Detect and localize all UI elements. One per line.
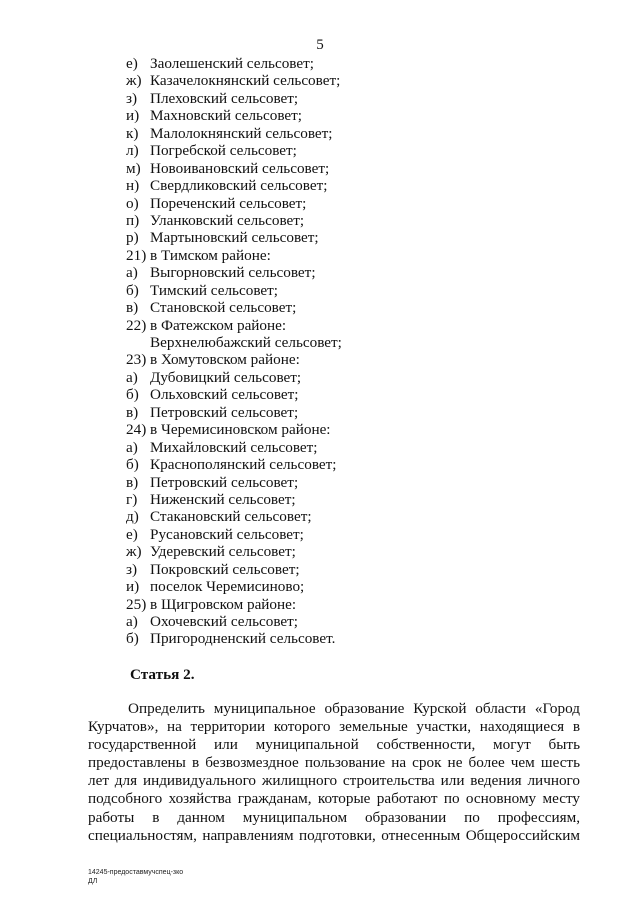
list-item bbox=[126, 212, 606, 229]
list-item-text: Михайловский сельсовет; bbox=[150, 438, 318, 456]
list-item-letter: ж) bbox=[126, 72, 142, 90]
district-number: 25) bbox=[126, 595, 147, 613]
list-item-letter: н) bbox=[126, 177, 140, 195]
list-item-letter: к) bbox=[126, 124, 139, 142]
list-item bbox=[126, 613, 606, 630]
list-item-text: Свердликовский сельсовет; bbox=[150, 177, 328, 195]
list-item-letter: а) bbox=[126, 613, 138, 630]
list-item-letter: г) bbox=[126, 490, 138, 508]
paragraph-line: специальностям, направлениям подготовки, отнесенным Общероссийским bbox=[88, 826, 580, 844]
district-heading bbox=[126, 351, 606, 368]
list-item-letter: б) bbox=[126, 630, 139, 648]
list-item-text: Дубовицкий сельсовет; bbox=[150, 368, 302, 386]
settlement-list bbox=[126, 55, 606, 648]
list-item bbox=[126, 90, 606, 107]
district-number: 24) bbox=[126, 421, 147, 439]
list-item bbox=[126, 508, 606, 525]
list-item-letter: м) bbox=[126, 159, 141, 177]
list-item bbox=[126, 369, 606, 386]
paragraph-line: Определить муниципальное образование Курской области «Город bbox=[128, 700, 580, 717]
list-item-letter: б) bbox=[126, 456, 139, 474]
paragraph-line: подсобного хозяйства гражданам, которые работают по основному месту bbox=[88, 790, 580, 808]
list-item-text: Пригородненский сельсовет. bbox=[150, 630, 336, 648]
list-item-letter: в) bbox=[126, 403, 139, 421]
list-item bbox=[126, 72, 606, 89]
list-item-letter: а) bbox=[126, 368, 138, 386]
list-item-letter: п) bbox=[126, 211, 140, 229]
district-heading bbox=[126, 247, 606, 264]
list-item-letter: л) bbox=[126, 142, 139, 160]
list-item-text: Заолешенский сельсовет; bbox=[150, 55, 314, 72]
list-item-text: Верхнелюбажский сельсовет; bbox=[150, 334, 342, 351]
list-item-letter: а) bbox=[126, 438, 138, 456]
list-item-text: Махновский сельсовет; bbox=[150, 107, 303, 125]
list-item bbox=[126, 578, 606, 595]
list-item-text: Новоивановский сельсовет; bbox=[150, 159, 330, 177]
paragraph-line: работы в данном муниципальном образовании по профессиям, bbox=[88, 808, 580, 826]
list-item-letter: в) bbox=[126, 473, 139, 491]
list-item-text: поселок Черемисиново; bbox=[150, 578, 305, 596]
list-item-letter: о) bbox=[126, 194, 139, 212]
list-item-letter: з) bbox=[126, 560, 138, 578]
list-item bbox=[126, 107, 606, 124]
list-item-text: Уланковский сельсовет; bbox=[150, 211, 305, 229]
district-name: в Фатежском районе: bbox=[150, 316, 287, 334]
paragraph-line: Курчатов», на территории которого земельные участки, находящиеся в bbox=[88, 718, 580, 736]
list-item bbox=[126, 125, 606, 142]
list-item-letter: а) bbox=[126, 264, 138, 282]
list-item bbox=[126, 404, 606, 421]
list-item-letter: и) bbox=[126, 107, 140, 125]
list-item bbox=[126, 474, 606, 491]
list-item bbox=[126, 491, 606, 508]
list-item-text: Малолокнянский сельсовет; bbox=[150, 124, 333, 142]
list-item-letter: ж) bbox=[126, 543, 142, 561]
list-item bbox=[126, 142, 606, 159]
list-item bbox=[126, 630, 606, 647]
district-number: 21) bbox=[126, 246, 147, 264]
list-item-text: Ниженский сельсовет; bbox=[150, 490, 296, 508]
list-item-letter: б) bbox=[126, 281, 139, 299]
list-item-letter: р) bbox=[126, 229, 139, 247]
list-item-text: Петровский сельсовет; bbox=[150, 473, 299, 491]
district-name: в Черемисиновском районе: bbox=[150, 421, 331, 439]
list-item-text: Покровский сельсовет; bbox=[150, 560, 300, 578]
footer-initials: ДЛ bbox=[88, 878, 98, 885]
district-name: в Хомутовском районе: bbox=[150, 351, 300, 369]
list-item-text: Пореченский сельсовет; bbox=[150, 194, 307, 212]
list-item-letter: в) bbox=[126, 299, 139, 317]
footer-code: 14245-предоставмучспец-зко bbox=[88, 869, 184, 876]
list-item-letter: б) bbox=[126, 386, 139, 404]
list-item-text: Удеревский сельсовет; bbox=[150, 543, 296, 561]
list-item-text: Петровский сельсовет; bbox=[150, 403, 299, 421]
list-item bbox=[126, 334, 606, 351]
list-item bbox=[126, 195, 606, 212]
district-number: 22) bbox=[126, 316, 147, 334]
list-item bbox=[126, 55, 606, 72]
list-item-letter: и) bbox=[126, 578, 140, 596]
article-title: Статья 2. bbox=[130, 666, 195, 683]
district-heading bbox=[126, 596, 606, 613]
page-number: 5 bbox=[316, 37, 324, 53]
list-item-letter: е) bbox=[126, 55, 138, 72]
list-item-letter: е) bbox=[126, 525, 138, 543]
paragraph-line: предоставлены в безвозмездное пользование на срок не более чем шесть bbox=[88, 754, 580, 772]
list-item-text: Мартыновский сельсовет; bbox=[150, 229, 319, 247]
district-number: 23) bbox=[126, 351, 147, 369]
list-item-text: Тимский сельсовет; bbox=[150, 281, 278, 299]
list-item bbox=[126, 543, 606, 560]
list-item bbox=[126, 299, 606, 316]
list-item-text: Погребской сельсовет; bbox=[150, 142, 297, 160]
document-footer bbox=[88, 868, 183, 886]
list-item bbox=[126, 456, 606, 473]
article-paragraph bbox=[88, 700, 580, 845]
list-item bbox=[126, 160, 606, 177]
district-heading bbox=[126, 421, 606, 438]
paragraph-line: государственной или муниципальной собственности, могут быть bbox=[88, 736, 580, 754]
list-item bbox=[126, 526, 606, 543]
list-item bbox=[126, 177, 606, 194]
list-item-text: Русановский сельсовет; bbox=[150, 525, 304, 543]
list-item-text: Выгорновский сельсовет; bbox=[150, 264, 316, 282]
paragraph-line: лет для индивидуального жилищного строительства или ведения личного bbox=[88, 772, 580, 790]
list-item bbox=[126, 229, 606, 246]
list-item-letter: з) bbox=[126, 89, 138, 107]
list-item-text: Охочевский сельсовет; bbox=[150, 613, 299, 630]
list-item bbox=[126, 439, 606, 456]
district-name: в Щигровском районе: bbox=[150, 595, 297, 613]
district-heading bbox=[126, 317, 606, 334]
list-item-text: Ольховский сельсовет; bbox=[150, 386, 299, 404]
list-item bbox=[126, 282, 606, 299]
list-item-text: Стакановский сельсовет; bbox=[150, 508, 312, 526]
list-item bbox=[126, 386, 606, 403]
list-item bbox=[126, 561, 606, 578]
list-item-text: Казачелокнянский сельсовет; bbox=[150, 72, 341, 90]
list-item-text: Становской сельсовет; bbox=[150, 299, 297, 317]
list-item-letter: д) bbox=[126, 508, 139, 526]
list-item-text: Плеховский сельсовет; bbox=[150, 89, 299, 107]
list-item bbox=[126, 264, 606, 281]
district-name: в Тимском районе: bbox=[150, 246, 271, 264]
list-item-text: Краснополянский сельсовет; bbox=[150, 456, 337, 474]
